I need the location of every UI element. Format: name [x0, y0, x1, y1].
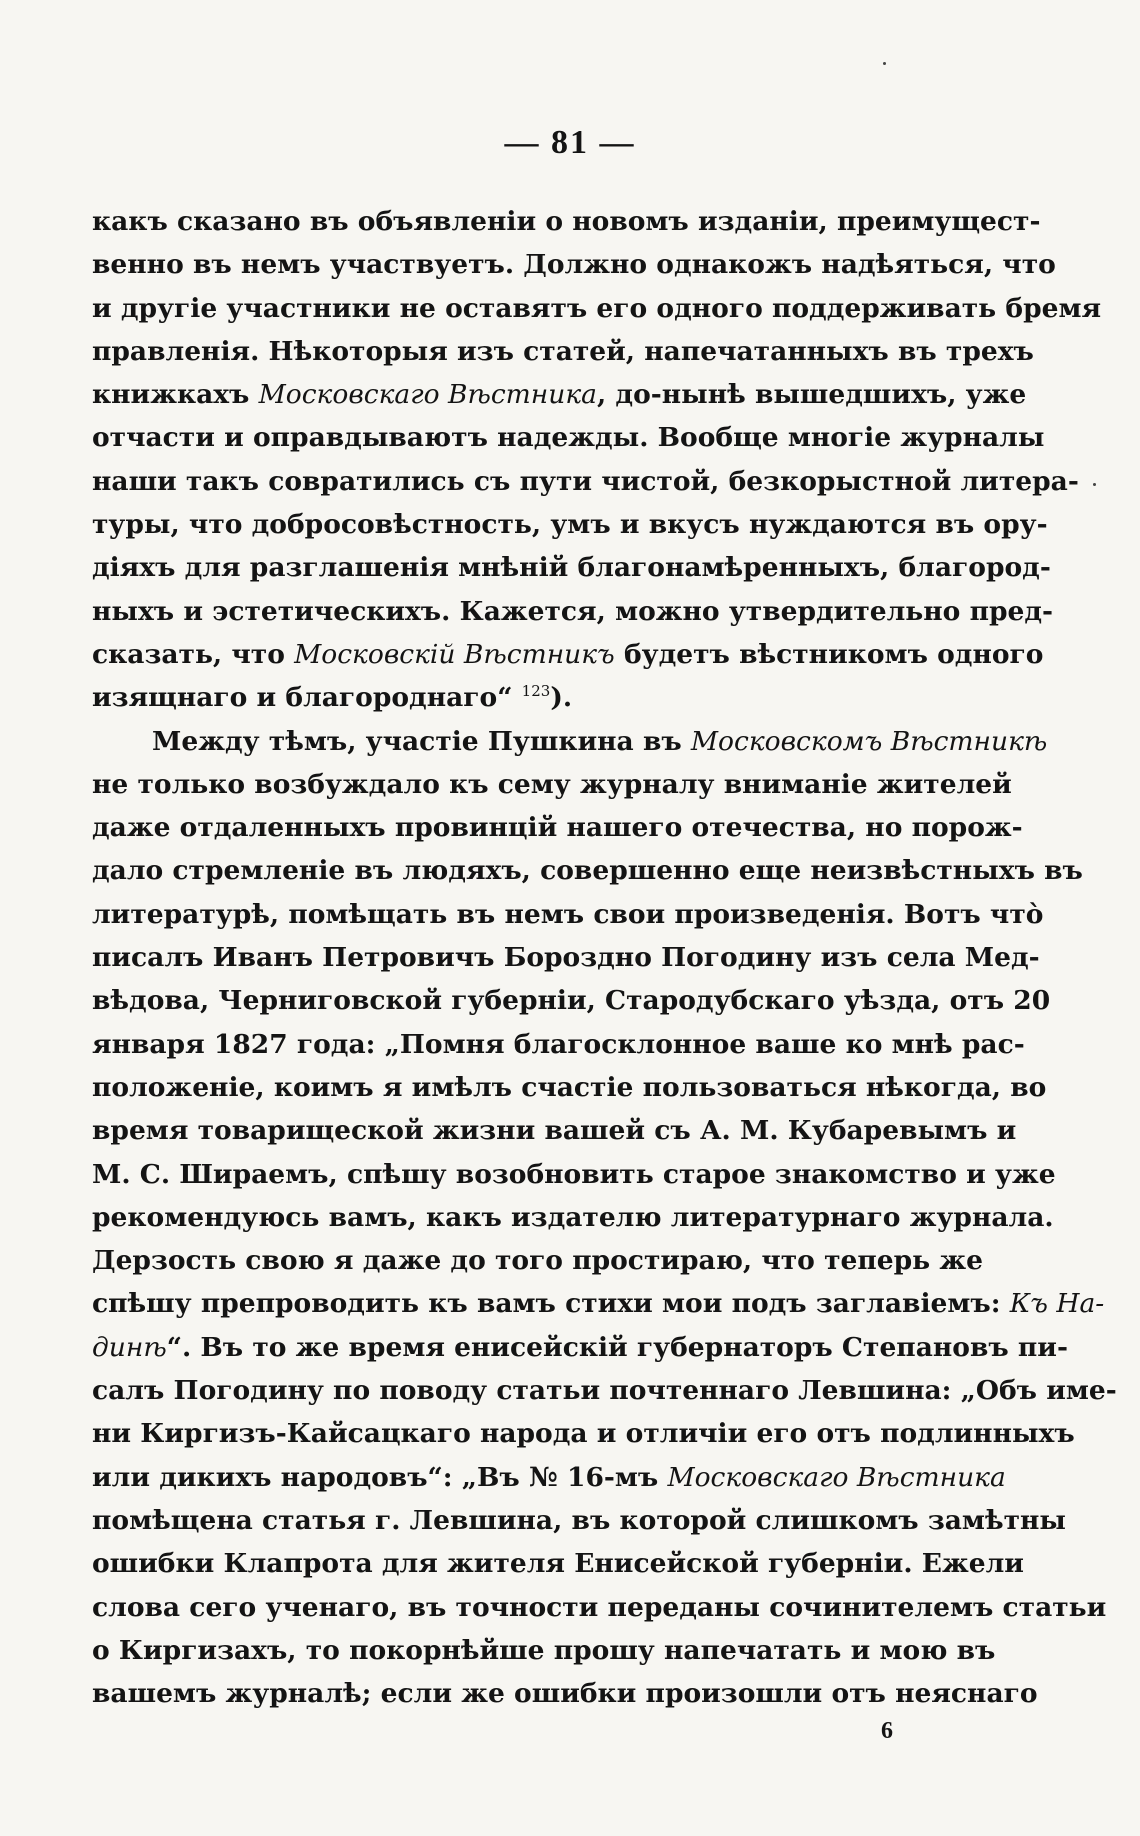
text-run: ). [550, 682, 573, 714]
text-line [92, 720, 1048, 763]
text-line [92, 936, 1040, 979]
text-run: слова сего ученаго, въ точности переданы сочинителемъ статьи [92, 1591, 1107, 1623]
italic-title: Къ На- [1009, 1288, 1105, 1320]
text-run: отчасти и оправдываютъ надежды. Вообще многіе журналы [92, 422, 1045, 454]
page-number: — 81 — [504, 124, 636, 161]
text-line [92, 1412, 1075, 1455]
text-line [92, 1326, 1068, 1369]
text-run: спѣшу препроводить къ вамъ стихи мои подъ заглавіемъ: [92, 1288, 1010, 1320]
text-line [92, 1196, 1054, 1239]
text-line [92, 893, 1044, 936]
text-line [92, 1109, 1017, 1152]
text-run: ныхъ и эстетическихъ. Кажется, можно утвердительно пред- [92, 595, 1054, 627]
text-line [92, 1672, 1038, 1715]
text-run: будетъ вѣстникомъ одного [614, 638, 1044, 670]
text-run: о Киргизахъ, то покорнѣйше прошу напечатать и мою въ [92, 1634, 996, 1666]
text-line [92, 1153, 1056, 1196]
text-run: М. С. Шираемъ, спѣшу возобновить старое знакомство и уже [92, 1158, 1056, 1190]
paragraph [92, 200, 1102, 720]
text-line [92, 1456, 1006, 1499]
body-text [92, 200, 1117, 1715]
text-line [92, 806, 1023, 849]
text-run: Дерзость свою я даже до того простираю, что теперь же [92, 1245, 983, 1277]
text-line [92, 243, 1056, 286]
text-line [92, 1282, 1105, 1325]
text-run: туры, что добросовѣстность, умъ и вкусъ нуждаются въ ору- [92, 509, 1048, 541]
signature-mark: 6 [881, 1718, 893, 1744]
italic-title: Московскаго Вѣстника [258, 379, 597, 411]
text-run: наши такъ совратились съ пути чистой, безкорыстной литера- [92, 465, 1079, 497]
text-line [92, 849, 1083, 892]
text-line [92, 1586, 1107, 1629]
text-line [92, 330, 1034, 373]
text-run: ошибки Клапрота для жителя Енисейской губерніи. Ежели [92, 1548, 1024, 1580]
text-line [92, 546, 1051, 589]
italic-title: Московскомъ Вѣстникѣ [690, 725, 1048, 757]
text-line [92, 503, 1048, 546]
text-line [92, 1499, 1066, 1542]
text-run: діяхъ для разглашенія мнѣній благонамѣренныхъ, благород- [92, 552, 1051, 584]
text-line [92, 590, 1054, 633]
text-line [92, 416, 1045, 459]
text-run: вѣдова, Черниговской губерніи, Стародубскаго уѣзда, отъ 20 [92, 985, 1051, 1017]
text-run: изящнаго и благороднаго“ [92, 682, 522, 714]
text-run: рекомендуюсь вамъ, какъ издателю литературнаго журнала. [92, 1201, 1054, 1233]
text-run: ни Киргизъ-Кайсацкаго народа и отличіи его отъ подлинныхъ [92, 1418, 1075, 1450]
text-run: литературѣ, помѣщать въ немъ свои произведенія. Вотъ что̀ [92, 898, 1044, 930]
text-run: и другіе участники не оставятъ его одного поддерживать бремя [92, 292, 1102, 324]
text-line [92, 676, 975, 719]
paragraph [92, 720, 1117, 1716]
scan-speck [883, 62, 886, 65]
text-run: венно въ немъ участвуетъ. Должно однакожъ надѣяться, что [92, 249, 1056, 281]
text-line [92, 763, 1012, 806]
text-run: “. Въ то же время енисейскій губернаторъ Степановъ пи- [166, 1331, 1068, 1363]
text-line [92, 1542, 1024, 1585]
text-run: даже отдаленныхъ провинцій нашего отечества, но порож- [92, 812, 1023, 844]
text-run: салъ Погодину по поводу статьи почтеннаго Левшина: „Объ име- [92, 1375, 1117, 1407]
text-line [92, 1066, 1047, 1109]
italic-title: динѣ [92, 1331, 167, 1363]
text-run: помѣщена статья г. Левшина, въ которой слишкомъ замѣтны [92, 1504, 1066, 1536]
text-run: положеніе, коимъ я имѣлъ счастіе пользоваться нѣкогда, во [92, 1071, 1047, 1103]
text-line [92, 979, 1051, 1022]
text-line [92, 1239, 983, 1282]
italic-title: Московскаго Вѣстника [667, 1461, 1006, 1493]
text-run: время товарищеской жизни вашей съ А. М. Кубаревымъ и [92, 1115, 1017, 1147]
text-run: книжкахъ [92, 379, 259, 411]
text-line [92, 1629, 996, 1672]
text-line [92, 1369, 1117, 1412]
text-run: дало стремленіе въ людяхъ, совершенно еще неизвѣстныхъ въ [92, 855, 1083, 887]
text-line [92, 373, 1027, 416]
text-run: не только возбуждало къ сему журналу вниманіе жителей [92, 768, 1012, 800]
text-line [92, 200, 1041, 243]
text-line [92, 633, 1044, 676]
text-line [92, 287, 1102, 330]
text-line [92, 1023, 1025, 1066]
italic-title: Московскій Вѣстникъ [294, 638, 615, 670]
scan-speck [1093, 483, 1096, 486]
text-run: правленія. Нѣкоторыя изъ статей, напечатанныхъ въ трехъ [92, 335, 1034, 367]
text-run: Между тѣмъ, участіе Пушкина въ [152, 725, 691, 757]
text-line [92, 460, 1079, 503]
text-run: января 1827 года: „Помня благосклонное ваше ко мнѣ рас- [92, 1028, 1025, 1060]
text-run: вашемъ журналѣ; если же ошибки произошли отъ неяснаго [92, 1678, 1038, 1710]
text-run: или дикихъ народовъ“: „Въ № 16-мъ [92, 1461, 668, 1493]
footnote-ref: 123 [521, 682, 551, 701]
text-run: какъ сказано въ объявленіи о новомъ изданіи, преимущест- [92, 206, 1041, 237]
text-run: , до-нынѣ вышедшихъ, уже [596, 379, 1027, 411]
text-run: сказать, что [92, 638, 295, 670]
text-run: писалъ Иванъ Петровичъ Бороздно Погодину изъ села Мед- [92, 942, 1040, 974]
